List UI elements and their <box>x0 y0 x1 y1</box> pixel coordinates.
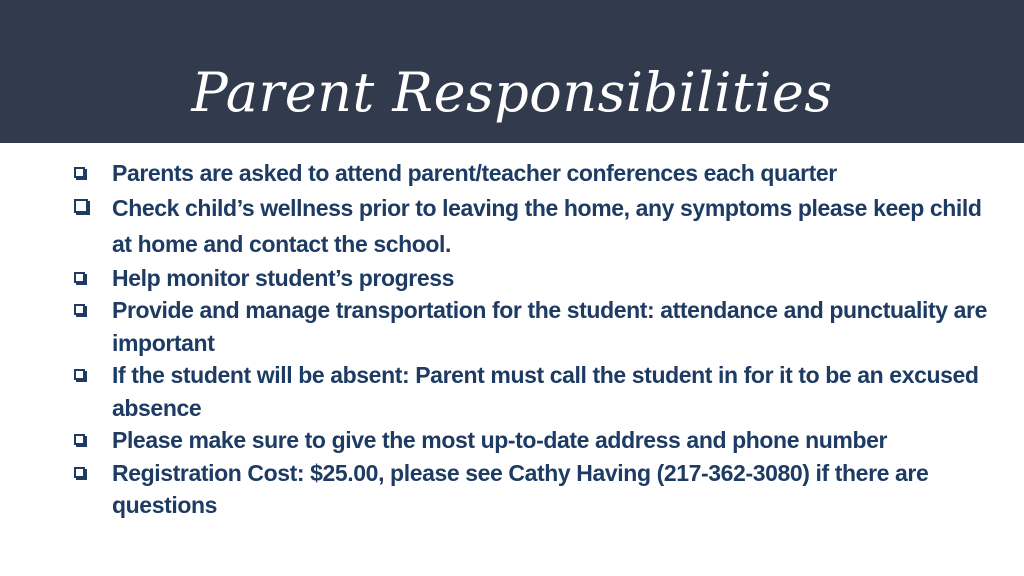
list-item-text: Check child’s wellness prior to leaving the home, any symptoms please keep child at home and contact the school. <box>112 194 982 257</box>
slide-title: Parent Responsibilities <box>191 61 833 124</box>
list-item <box>72 457 992 522</box>
list-item <box>72 190 992 262</box>
responsibility-list <box>72 157 992 522</box>
list-item-text: Provide and manage transportation for the student: attendance and punctuality are important <box>112 297 987 356</box>
list-item-text: If the student will be absent: Parent must call the student in for it to be an excused absence <box>112 362 979 421</box>
list-item-text: Please make sure to give the most up-to-date address and phone number <box>112 427 888 453</box>
list-item <box>72 157 992 190</box>
checkbox-bullet-icon <box>74 467 85 478</box>
checkbox-bullet-icon <box>74 167 85 178</box>
list-item <box>72 294 992 359</box>
list-item-text: Registration Cost: $25.00, please see Cathy Having (217-362-3080) if there are questions <box>112 459 929 518</box>
list-item <box>72 424 992 457</box>
list-item-text: Parents are asked to attend parent/teacher conferences each quarter <box>112 160 837 186</box>
list-item-text: Help monitor student’s progress <box>112 264 455 291</box>
list-item <box>72 262 992 295</box>
title-bar <box>0 0 1024 143</box>
checkbox-bullet-icon <box>74 272 85 283</box>
checkbox-bullet-icon <box>74 369 85 380</box>
checkbox-bullet-icon <box>74 199 88 213</box>
checkbox-bullet-icon <box>74 434 85 445</box>
list-item <box>72 359 992 424</box>
checkbox-bullet-icon <box>74 304 85 315</box>
